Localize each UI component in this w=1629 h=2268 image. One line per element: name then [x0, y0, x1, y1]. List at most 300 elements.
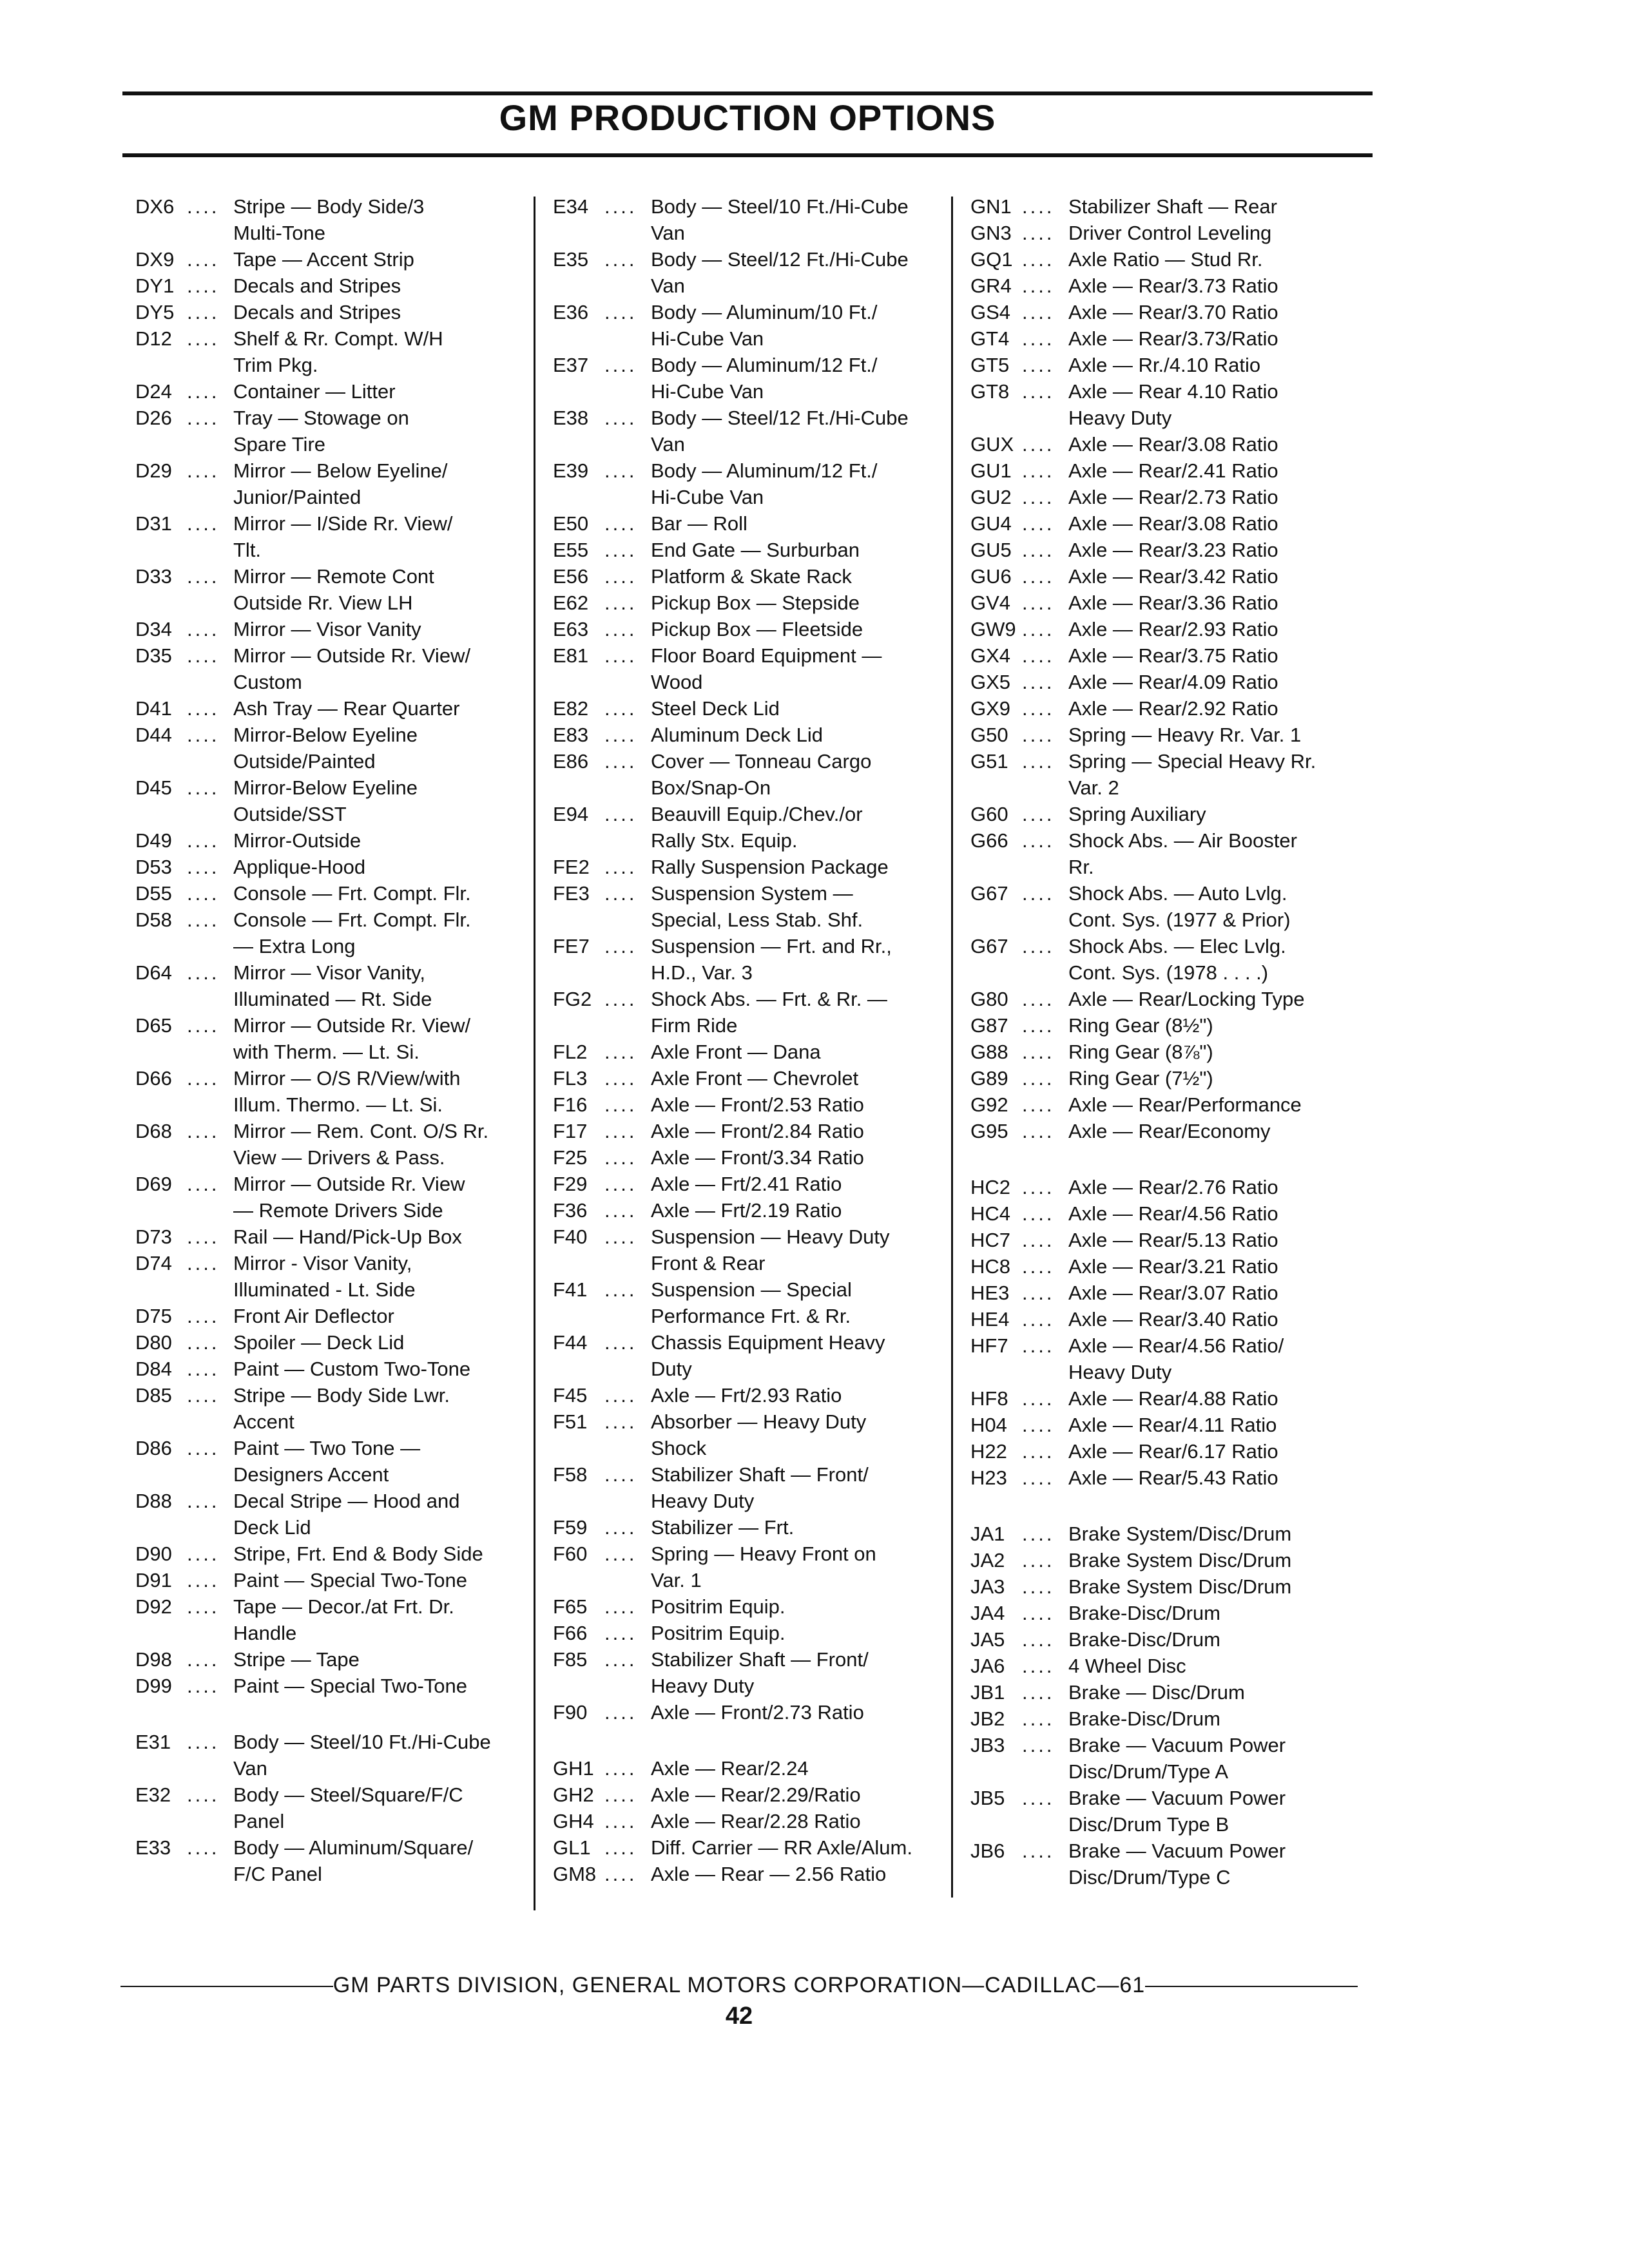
- option-entry: [970, 537, 1370, 563]
- option-code: JA6: [970, 1655, 1005, 1677]
- option-entry: [970, 748, 1370, 801]
- option-entry: [970, 1706, 1370, 1732]
- option-description: Shock Abs. — Auto Lvlg. Cont. Sys. (1977 & Prior): [1068, 882, 1291, 931]
- option-description: Chassis Equipment Heavy Duty: [651, 1331, 885, 1380]
- leader-dots: ....: [1022, 433, 1055, 456]
- option-entry: [135, 1567, 528, 1593]
- option-description: Axle — Rear/2.24: [651, 1757, 809, 1780]
- option-code: GN3: [970, 222, 1012, 244]
- leader-dots: ....: [187, 327, 220, 350]
- footer-text: GM PARTS DIVISION, GENERAL MOTORS CORPORATION—CADILLAC—61: [333, 1973, 1146, 1997]
- option-code: F17: [553, 1120, 588, 1142]
- leader-dots: ....: [187, 1836, 220, 1859]
- option-entry: [970, 827, 1370, 880]
- option-entry: [553, 616, 946, 642]
- option-code: F45: [553, 1384, 588, 1407]
- leader-dots: ....: [187, 1358, 220, 1380]
- option-description: Mirror — Outside Rr. View/ with Therm. — Lt. Si.: [233, 1014, 471, 1063]
- option-entry: [135, 1435, 528, 1488]
- option-entry: [553, 1065, 946, 1091]
- option-description: Spring Auxiliary: [1068, 803, 1206, 825]
- option-code: D41: [135, 697, 172, 720]
- leader-dots: ....: [604, 591, 637, 614]
- option-entry: [970, 431, 1370, 457]
- leader-dots: ....: [1022, 1787, 1055, 1809]
- option-description: Axle — Rear/3.42 Ratio: [1068, 565, 1278, 588]
- option-entry: [553, 748, 946, 801]
- leader-dots: ....: [604, 539, 637, 561]
- leader-dots: ....: [1022, 803, 1055, 825]
- option-code: D85: [135, 1384, 172, 1407]
- option-code: D58: [135, 908, 172, 931]
- option-entry: [135, 1171, 528, 1224]
- leader-dots: ....: [1022, 1575, 1055, 1598]
- leader-dots: ....: [604, 1199, 637, 1222]
- option-entry: [970, 1332, 1370, 1385]
- option-description: Rally Suspension Package: [651, 856, 889, 878]
- leader-dots: ....: [604, 565, 637, 588]
- option-code: GS4: [970, 301, 1011, 323]
- option-entry: [553, 1541, 946, 1593]
- leader-dots: ....: [1022, 697, 1055, 720]
- leader-dots: ....: [187, 1783, 220, 1806]
- option-code: GV4: [970, 591, 1011, 614]
- option-description: Stabilizer — Frt.: [651, 1516, 795, 1539]
- option-code: JA1: [970, 1523, 1005, 1545]
- option-description: Axle — Rear/3.40 Ratio: [1068, 1308, 1278, 1331]
- option-description: Beauvill Equip./Chev./or Rally Stx. Equip.: [651, 803, 863, 852]
- leader-dots: ....: [187, 882, 220, 905]
- option-entry: [970, 1253, 1370, 1280]
- option-description: Axle — Rear/3.36 Ratio: [1068, 591, 1278, 614]
- option-entry: [553, 510, 946, 537]
- option-code: F41: [553, 1278, 588, 1301]
- option-description: Body — Aluminum/10 Ft./ Hi-Cube Van: [651, 301, 878, 350]
- option-code: D75: [135, 1305, 172, 1327]
- leader-dots: ....: [604, 750, 637, 773]
- option-entry: [970, 1412, 1370, 1438]
- option-description: Axle — Rear/3.21 Ratio: [1068, 1255, 1278, 1278]
- option-description: Suspension — Special Performance Frt. & Rr.: [651, 1278, 852, 1327]
- column-divider: [534, 197, 535, 1910]
- option-description: Mirror — Visor Vanity: [233, 618, 421, 640]
- leader-dots: ....: [1022, 354, 1055, 376]
- option-entry: [135, 325, 528, 378]
- option-entry: [970, 590, 1370, 616]
- option-description: Axle — Rear/6.17 Ratio: [1068, 1440, 1278, 1463]
- leader-dots: ....: [1022, 1628, 1055, 1651]
- option-description: Positrim Equip.: [651, 1622, 786, 1644]
- option-entry: [553, 986, 946, 1039]
- option-description: Mirror — Below Eyeline/ Junior/Painted: [233, 459, 448, 508]
- option-code: GU4: [970, 512, 1012, 535]
- option-entry: [970, 1465, 1370, 1491]
- leader-dots: ....: [187, 1675, 220, 1697]
- leader-dots: ....: [604, 1810, 637, 1832]
- leader-dots: ....: [1022, 1093, 1055, 1116]
- option-entry: [553, 1276, 946, 1329]
- option-entry: [970, 1280, 1370, 1306]
- leader-dots: ....: [1022, 222, 1055, 244]
- option-description: Stripe, Frt. End & Body Side: [233, 1542, 483, 1565]
- title-rule: [122, 153, 1373, 157]
- option-description: Axle — Rear/Locking Type: [1068, 988, 1305, 1010]
- option-entry: [970, 1838, 1370, 1890]
- option-description: Body — Steel/10 Ft./Hi-Cube Van: [651, 195, 909, 244]
- option-description: Axle — Rear 4.10 Ratio Heavy Duty: [1068, 380, 1278, 429]
- option-description: Rail — Hand/Pick-Up Box: [233, 1225, 462, 1248]
- leader-dots: ....: [1022, 486, 1055, 508]
- option-entry: [970, 933, 1370, 986]
- option-entry: [553, 246, 946, 299]
- option-description: Axle — Rear/2.92 Ratio: [1068, 697, 1278, 720]
- option-entry: [970, 352, 1370, 378]
- option-description: Paint — Special Two-Tone: [233, 1569, 468, 1591]
- option-description: Axle — Frt/2.19 Ratio: [651, 1199, 842, 1222]
- leader-dots: ....: [1022, 1414, 1055, 1436]
- leader-dots: ....: [187, 380, 220, 403]
- option-code: F36: [553, 1199, 588, 1222]
- option-entry: [970, 378, 1370, 431]
- option-description: Pickup Box — Fleetside: [651, 618, 863, 640]
- option-code: F60: [553, 1542, 588, 1565]
- option-code: F58: [553, 1463, 588, 1486]
- option-code: HC4: [970, 1202, 1011, 1225]
- option-description: Paint — Custom Two-Tone: [233, 1358, 471, 1380]
- leader-dots: ....: [187, 512, 220, 535]
- option-entry: [135, 1782, 528, 1834]
- leader-dots: ....: [187, 697, 220, 720]
- leader-dots: ....: [604, 988, 637, 1010]
- leader-dots: ....: [1022, 195, 1055, 218]
- option-entry: [970, 273, 1370, 299]
- option-entry: [553, 1171, 946, 1197]
- section-gap: [970, 1144, 1370, 1174]
- option-description: Brake-Disc/Drum: [1068, 1628, 1220, 1651]
- option-entry: [553, 1646, 946, 1699]
- option-description: Mirror-Below Eyeline Outside/SST: [233, 776, 418, 825]
- option-code: E56: [553, 565, 589, 588]
- option-code: G67: [970, 882, 1008, 905]
- option-entry: [553, 590, 946, 616]
- option-description: Axle — Rear — 2.56 Ratio: [651, 1863, 887, 1885]
- leader-dots: ....: [604, 1463, 637, 1486]
- leader-dots: ....: [187, 1305, 220, 1327]
- option-description: Stripe — Tape: [233, 1648, 360, 1671]
- option-description: Axle — Front/2.73 Ratio: [651, 1701, 864, 1724]
- option-code: H04: [970, 1414, 1007, 1436]
- option-entry: [553, 1118, 946, 1144]
- option-entry: [970, 1785, 1370, 1838]
- leader-dots: ....: [1022, 274, 1055, 297]
- option-entry: [553, 352, 946, 405]
- option-description: Console — Frt. Compt. Flr.: [233, 882, 471, 905]
- option-entry: [970, 1573, 1370, 1600]
- leader-dots: ....: [604, 1410, 637, 1433]
- option-description: Body — Steel/12 Ft./Hi-Cube Van: [651, 407, 909, 456]
- option-description: Mirror - Visor Vanity, Illuminated - Lt. Side: [233, 1252, 416, 1301]
- option-code: FE7: [553, 935, 590, 957]
- leader-dots: ....: [604, 1542, 637, 1565]
- option-description: Axle — Rr./4.10 Ratio: [1068, 354, 1261, 376]
- option-entry: [553, 801, 946, 854]
- option-entry: [553, 1782, 946, 1808]
- option-description: End Gate — Surburban: [651, 539, 860, 561]
- option-code: D65: [135, 1014, 172, 1037]
- option-code: G92: [970, 1093, 1008, 1116]
- options-column-1: [135, 193, 528, 1887]
- option-description: Axle — Front/2.84 Ratio: [651, 1120, 864, 1142]
- option-code: G67: [970, 935, 1008, 957]
- option-description: Shelf & Rr. Compt. W/H Trim Pkg.: [233, 327, 443, 376]
- leader-dots: ....: [604, 935, 637, 957]
- leader-dots: ....: [187, 1067, 220, 1090]
- option-code: D31: [135, 512, 172, 535]
- option-entry: [135, 1541, 528, 1567]
- leader-dots: ....: [1022, 1067, 1055, 1090]
- option-entry: [135, 1303, 528, 1329]
- option-description: Axle — Rear/2.28 Ratio: [651, 1810, 861, 1832]
- option-description: Axle Front — Chevrolet: [651, 1067, 859, 1090]
- leader-dots: ....: [604, 1595, 637, 1618]
- option-entry: [135, 1224, 528, 1250]
- option-entry: [135, 774, 528, 827]
- option-entry: [553, 722, 946, 748]
- option-description: Body — Steel/12 Ft./Hi-Cube Van: [651, 248, 909, 297]
- leader-dots: ....: [1022, 988, 1055, 1010]
- option-entry: [970, 484, 1370, 510]
- option-entry: [970, 220, 1370, 246]
- option-entry: [970, 1118, 1370, 1144]
- option-entry: [135, 1356, 528, 1382]
- option-description: Shock Abs. — Air Booster Rr.: [1068, 829, 1297, 878]
- option-description: Mirror — Outside Rr. View — Remote Drivers Side: [233, 1173, 465, 1222]
- leader-dots: ....: [187, 776, 220, 799]
- option-description: Spring — Heavy Front on Var. 1: [651, 1542, 876, 1591]
- leader-dots: ....: [1022, 248, 1055, 271]
- option-description: Brake-Disc/Drum: [1068, 1707, 1220, 1730]
- option-description: Axle — Rear/3.07 Ratio: [1068, 1282, 1278, 1304]
- option-entry: [553, 563, 946, 590]
- option-description: Decals and Stripes: [233, 274, 401, 297]
- option-entry: [135, 563, 528, 616]
- option-description: Mirror — Remote Cont Outside Rr. View LH: [233, 565, 434, 614]
- option-code: D12: [135, 327, 172, 350]
- leader-dots: ....: [187, 1225, 220, 1248]
- option-code: GT5: [970, 354, 1010, 376]
- page-title: GM PRODUCTION OPTIONS: [499, 97, 996, 138]
- leader-dots: ....: [1022, 1734, 1055, 1756]
- option-code: E38: [553, 407, 589, 429]
- leader-dots: ....: [604, 459, 637, 482]
- option-code: D49: [135, 829, 172, 852]
- leader-dots: ....: [187, 1384, 220, 1407]
- leader-dots: ....: [1022, 565, 1055, 588]
- option-code: G60: [970, 803, 1008, 825]
- option-description: Positrim Equip.: [651, 1595, 786, 1618]
- option-code: HC8: [970, 1255, 1011, 1278]
- option-description: Paint — Two Tone — Designers Accent: [233, 1437, 421, 1486]
- option-entry: [970, 457, 1370, 484]
- option-code: D64: [135, 961, 172, 984]
- option-entry: [970, 801, 1370, 827]
- option-description: Decal Stripe — Hood and Deck Lid: [233, 1490, 460, 1539]
- option-description: Spring — Heavy Rr. Var. 1: [1068, 724, 1302, 746]
- option-code: F65: [553, 1595, 588, 1618]
- option-entry: [553, 1144, 946, 1171]
- option-code: DX6: [135, 195, 175, 218]
- option-description: Stabilizer Shaft — Front/ Heavy Duty: [651, 1463, 869, 1512]
- option-entry: [970, 1679, 1370, 1706]
- leader-dots: ....: [604, 1863, 637, 1885]
- leader-dots: ....: [187, 1437, 220, 1459]
- option-code: GX5: [970, 671, 1011, 693]
- option-entry: [553, 1197, 946, 1224]
- option-description: Mirror — O/S R/View/with Illum. Thermo. — Lt. Si.: [233, 1067, 461, 1116]
- leader-dots: ....: [187, 248, 220, 271]
- leader-dots: ....: [604, 803, 637, 825]
- leader-dots: ....: [1022, 459, 1055, 482]
- option-code: GU2: [970, 486, 1012, 508]
- option-description: Mirror — Outside Rr. View/ Custom: [233, 644, 471, 693]
- option-entry: [553, 1755, 946, 1782]
- option-description: Axle — Rear/3.70 Ratio: [1068, 301, 1278, 323]
- option-code: D80: [135, 1331, 172, 1354]
- leader-dots: ....: [1022, 380, 1055, 403]
- option-code: DY5: [135, 301, 175, 323]
- option-code: F25: [553, 1146, 588, 1169]
- option-description: Ring Gear (7½"): [1068, 1067, 1213, 1090]
- option-description: Spoiler — Deck Lid: [233, 1331, 405, 1354]
- option-description: Paint — Special Two-Tone: [233, 1675, 468, 1697]
- leader-dots: ....: [1022, 1334, 1055, 1357]
- option-entry: [135, 854, 528, 880]
- leader-dots: ....: [1022, 750, 1055, 773]
- leader-dots: ....: [187, 1595, 220, 1618]
- option-code: D53: [135, 856, 172, 878]
- option-entry: [553, 1091, 946, 1118]
- option-code: HE4: [970, 1308, 1010, 1331]
- option-description: Axle — Rear/4.11 Ratio: [1068, 1414, 1277, 1436]
- option-description: Brake-Disc/Drum: [1068, 1602, 1220, 1624]
- option-description: Body — Aluminum/Square/ F/C Panel: [233, 1836, 474, 1885]
- option-description: Diff. Carrier — RR Axle/Alum.: [651, 1836, 912, 1859]
- leader-dots: ....: [1022, 1176, 1055, 1198]
- leader-dots: ....: [604, 354, 637, 376]
- leader-dots: ....: [1022, 1255, 1055, 1278]
- option-entry: [970, 510, 1370, 537]
- option-code: GH1: [553, 1757, 594, 1780]
- leader-dots: ....: [1022, 1523, 1055, 1545]
- option-code: D45: [135, 776, 172, 799]
- option-code: GR4: [970, 274, 1012, 297]
- option-entry: [970, 1039, 1370, 1065]
- option-code: FL3: [553, 1067, 588, 1090]
- footer: [111, 1973, 1367, 1998]
- option-entry: [135, 1329, 528, 1356]
- option-description: Brake — Vacuum Power Disc/Drum Type B: [1068, 1787, 1286, 1836]
- option-description: Ring Gear (8⅞"): [1068, 1041, 1213, 1063]
- option-code: E39: [553, 459, 589, 482]
- leader-dots: ....: [604, 644, 637, 667]
- option-code: GU5: [970, 539, 1012, 561]
- option-entry: [135, 907, 528, 959]
- option-description: Axle — Rear/5.13 Ratio: [1068, 1229, 1278, 1251]
- option-entry: [970, 695, 1370, 722]
- option-description: Axle — Rear/4.09 Ratio: [1068, 671, 1278, 693]
- option-code: DY1: [135, 274, 175, 297]
- leader-dots: ....: [187, 1569, 220, 1591]
- option-code: F85: [553, 1648, 588, 1671]
- leader-dots: ....: [1022, 1202, 1055, 1225]
- option-description: Axle — Rear/Economy: [1068, 1120, 1271, 1142]
- leader-dots: ....: [1022, 1655, 1055, 1677]
- leader-dots: ....: [1022, 1282, 1055, 1304]
- leader-dots: ....: [187, 1252, 220, 1274]
- leader-dots: ....: [187, 1014, 220, 1037]
- option-code: E35: [553, 248, 589, 271]
- leader-dots: ....: [187, 1731, 220, 1753]
- option-entry: [970, 616, 1370, 642]
- leader-dots: ....: [604, 618, 637, 640]
- leader-dots: ....: [1022, 1707, 1055, 1730]
- leader-dots: ....: [604, 1648, 637, 1671]
- option-description: Axle — Rear/Performance: [1068, 1093, 1302, 1116]
- option-code: G66: [970, 829, 1008, 852]
- option-entry: [553, 933, 946, 986]
- option-entry: [135, 246, 528, 273]
- leader-dots: ....: [187, 1542, 220, 1565]
- option-description: Stabilizer Shaft — Front/ Heavy Duty: [651, 1648, 869, 1697]
- leader-dots: ....: [187, 961, 220, 984]
- option-entry: [970, 880, 1370, 933]
- option-entry: [135, 405, 528, 457]
- leader-dots: ....: [1022, 1549, 1055, 1571]
- option-code: E82: [553, 697, 589, 720]
- option-description: Mirror — Rem. Cont. O/S Rr. View — Drivers & Pass.: [233, 1120, 489, 1169]
- option-description: Axle — Rear/2.93 Ratio: [1068, 618, 1278, 640]
- option-entry: [970, 722, 1370, 748]
- option-description: Brake System Disc/Drum: [1068, 1549, 1292, 1571]
- option-entry: [553, 1408, 946, 1461]
- option-entry: [970, 1200, 1370, 1227]
- option-description: Tray — Stowage on Spare Tire: [233, 407, 409, 456]
- option-entry: [135, 1382, 528, 1435]
- option-code: E63: [553, 618, 589, 640]
- option-description: Axle — Rear/5.43 Ratio: [1068, 1466, 1278, 1489]
- option-code: JA2: [970, 1549, 1005, 1571]
- leader-dots: ....: [1022, 724, 1055, 746]
- option-code: F16: [553, 1093, 588, 1116]
- options-column-3: [970, 193, 1370, 1890]
- leader-dots: ....: [604, 407, 637, 429]
- leader-dots: ....: [1022, 539, 1055, 561]
- leader-dots: ....: [604, 1173, 637, 1195]
- option-code: DX9: [135, 248, 175, 271]
- leader-dots: ....: [604, 1278, 637, 1301]
- option-description: Mirror — I/Side Rr. View/ Tlt.: [233, 512, 453, 561]
- option-entry: [135, 827, 528, 854]
- option-entry: [553, 193, 946, 246]
- leader-dots: ....: [1022, 1681, 1055, 1704]
- option-description: Axle — Rear/3.73/Ratio: [1068, 327, 1278, 350]
- option-entry: [970, 1600, 1370, 1626]
- option-code: GU6: [970, 565, 1012, 588]
- leader-dots: ....: [604, 1120, 637, 1142]
- option-entry: [970, 1732, 1370, 1785]
- option-code: JB5: [970, 1787, 1005, 1809]
- leader-dots: ....: [1022, 1602, 1055, 1624]
